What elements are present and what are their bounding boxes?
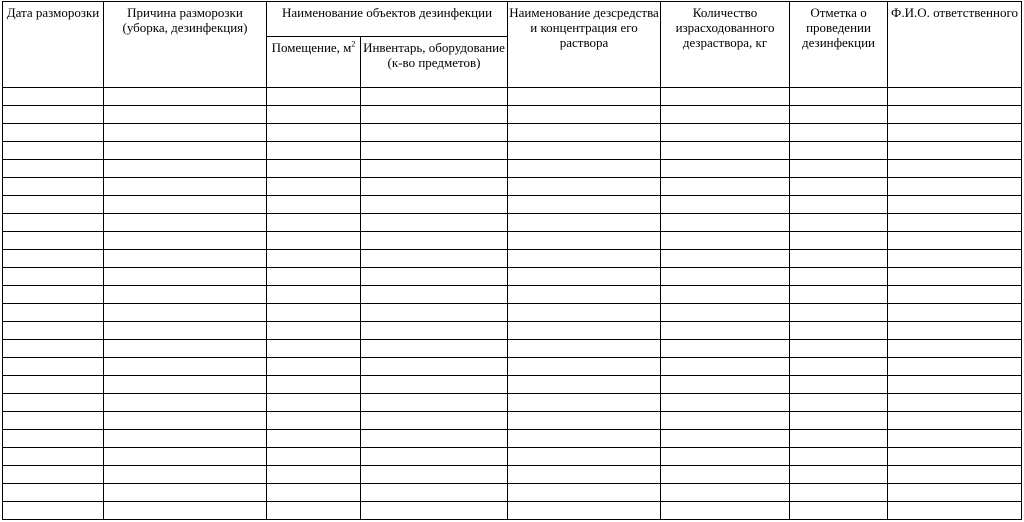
table-cell[interactable]: [267, 286, 361, 304]
table-cell[interactable]: [361, 106, 508, 124]
table-cell[interactable]: [267, 394, 361, 412]
table-cell[interactable]: [790, 268, 888, 286]
table-cell[interactable]: [790, 160, 888, 178]
table-cell[interactable]: [661, 232, 790, 250]
table-cell[interactable]: [888, 286, 1022, 304]
table-cell[interactable]: [790, 394, 888, 412]
table-cell[interactable]: [790, 88, 888, 106]
table-cell[interactable]: [3, 286, 104, 304]
table-row: [3, 322, 1022, 340]
table-cell[interactable]: [104, 142, 267, 160]
table-row: [3, 394, 1022, 412]
table-cell[interactable]: [508, 286, 661, 304]
table-cell[interactable]: [3, 178, 104, 196]
table-cell[interactable]: [790, 466, 888, 484]
table-cell[interactable]: [361, 142, 508, 160]
table-cell[interactable]: [267, 376, 361, 394]
table-cell[interactable]: [508, 124, 661, 142]
table-cell[interactable]: [661, 340, 790, 358]
table-cell[interactable]: [790, 376, 888, 394]
table-cell[interactable]: [361, 160, 508, 178]
table-cell[interactable]: [661, 358, 790, 376]
defrost-disinfection-log-table: [2, 1, 1022, 520]
table-cell[interactable]: [661, 196, 790, 214]
table-cell[interactable]: [3, 124, 104, 142]
table-cell[interactable]: [267, 232, 361, 250]
table-cell[interactable]: [3, 142, 104, 160]
table-cell[interactable]: [508, 448, 661, 466]
table-cell[interactable]: [661, 106, 790, 124]
table-cell[interactable]: [3, 466, 104, 484]
table-cell[interactable]: [361, 466, 508, 484]
table-cell[interactable]: [3, 484, 104, 502]
table-cell[interactable]: [267, 214, 361, 232]
table-cell[interactable]: [661, 214, 790, 232]
table-cell[interactable]: [888, 304, 1022, 322]
table-cell[interactable]: [790, 430, 888, 448]
table-cell[interactable]: [267, 484, 361, 502]
table-cell[interactable]: [661, 376, 790, 394]
table-cell[interactable]: [661, 484, 790, 502]
header-disinfectant: Наименование дезсредства и концентрация его раствора: [508, 2, 661, 88]
table-row: [3, 214, 1022, 232]
header-objects: Наименование объектов дезинфекции: [267, 2, 508, 37]
table-cell[interactable]: [508, 88, 661, 106]
table-cell[interactable]: [508, 142, 661, 160]
table-cell[interactable]: [790, 250, 888, 268]
table-cell[interactable]: [361, 250, 508, 268]
table-cell[interactable]: [104, 340, 267, 358]
table-cell[interactable]: [3, 214, 104, 232]
table-cell[interactable]: [508, 250, 661, 268]
table-cell[interactable]: [508, 484, 661, 502]
table-cell[interactable]: [361, 214, 508, 232]
table-cell[interactable]: [790, 178, 888, 196]
table-cell[interactable]: [508, 304, 661, 322]
table-cell[interactable]: [267, 430, 361, 448]
table-cell[interactable]: [3, 430, 104, 448]
table-cell[interactable]: [267, 178, 361, 196]
table-cell[interactable]: [3, 88, 104, 106]
table-cell[interactable]: [267, 466, 361, 484]
table-cell[interactable]: [361, 412, 508, 430]
table-cell[interactable]: [104, 466, 267, 484]
table-cell[interactable]: [888, 466, 1022, 484]
table-cell[interactable]: [104, 250, 267, 268]
table-cell[interactable]: [3, 160, 104, 178]
table-cell[interactable]: [361, 178, 508, 196]
table-cell[interactable]: [888, 502, 1022, 520]
table-cell[interactable]: [267, 340, 361, 358]
table-cell[interactable]: [361, 376, 508, 394]
table-cell[interactable]: [104, 286, 267, 304]
header-inventory: Инвентарь, оборудование (к-во предметов): [361, 37, 508, 88]
table-cell[interactable]: [888, 412, 1022, 430]
table-row: [3, 286, 1022, 304]
table-cell[interactable]: [790, 412, 888, 430]
table-cell[interactable]: [104, 430, 267, 448]
table-cell[interactable]: [790, 358, 888, 376]
table-cell[interactable]: [267, 268, 361, 286]
header-room: [267, 37, 361, 88]
table-row: [3, 232, 1022, 250]
table-cell[interactable]: [104, 160, 267, 178]
table-cell[interactable]: [661, 322, 790, 340]
table-cell[interactable]: [361, 484, 508, 502]
table-cell[interactable]: [508, 178, 661, 196]
table-cell[interactable]: [661, 160, 790, 178]
table-row: [3, 178, 1022, 196]
table-row: [3, 268, 1022, 286]
table-cell[interactable]: [3, 412, 104, 430]
log-body: [3, 88, 1022, 520]
table-cell[interactable]: [508, 466, 661, 484]
header-date: Дата разморозки: [3, 2, 104, 88]
table-cell[interactable]: [790, 196, 888, 214]
table-cell[interactable]: [361, 502, 508, 520]
table-cell[interactable]: [267, 250, 361, 268]
table-cell[interactable]: [888, 142, 1022, 160]
table-cell[interactable]: [361, 322, 508, 340]
table-cell[interactable]: [3, 268, 104, 286]
table-row: [3, 142, 1022, 160]
table-cell[interactable]: [104, 448, 267, 466]
table-cell[interactable]: [361, 232, 508, 250]
table-row: [3, 502, 1022, 520]
table-cell[interactable]: [3, 358, 104, 376]
table-row: [3, 358, 1022, 376]
header-disinfection-mark: Отметка о проведении дезинфекции: [790, 2, 888, 88]
table-cell[interactable]: [3, 502, 104, 520]
table-cell[interactable]: [508, 196, 661, 214]
table-cell[interactable]: [661, 268, 790, 286]
table-cell[interactable]: [661, 286, 790, 304]
table-cell[interactable]: [508, 394, 661, 412]
table-cell[interactable]: [661, 124, 790, 142]
table-cell[interactable]: [3, 322, 104, 340]
table-cell[interactable]: [888, 322, 1022, 340]
table-cell[interactable]: [3, 250, 104, 268]
table-cell[interactable]: [3, 106, 104, 124]
table-cell[interactable]: [104, 178, 267, 196]
table-cell[interactable]: [508, 502, 661, 520]
table-cell[interactable]: [790, 124, 888, 142]
table-cell[interactable]: [3, 340, 104, 358]
table-row: [3, 304, 1022, 322]
table-row: [3, 340, 1022, 358]
table-cell[interactable]: [790, 142, 888, 160]
table-cell[interactable]: [661, 304, 790, 322]
table-cell[interactable]: [661, 88, 790, 106]
table-cell[interactable]: [790, 322, 888, 340]
table-cell[interactable]: [508, 430, 661, 448]
table-cell[interactable]: [508, 268, 661, 286]
table-cell[interactable]: [508, 214, 661, 232]
table-cell[interactable]: [888, 106, 1022, 124]
table-cell[interactable]: [888, 394, 1022, 412]
table-cell[interactable]: [888, 232, 1022, 250]
table-cell[interactable]: [361, 304, 508, 322]
table-row: [3, 448, 1022, 466]
table-cell[interactable]: [3, 394, 104, 412]
table-cell[interactable]: [3, 448, 104, 466]
table-cell[interactable]: [104, 214, 267, 232]
table-cell[interactable]: [508, 358, 661, 376]
table-cell[interactable]: [508, 412, 661, 430]
table-cell[interactable]: [267, 160, 361, 178]
table-cell[interactable]: [267, 196, 361, 214]
table-cell[interactable]: [361, 88, 508, 106]
table-row: [3, 196, 1022, 214]
table-row: [3, 376, 1022, 394]
table-cell[interactable]: [104, 502, 267, 520]
table-cell[interactable]: [790, 502, 888, 520]
table-cell[interactable]: [888, 250, 1022, 268]
table-cell[interactable]: [888, 88, 1022, 106]
table-cell[interactable]: [104, 358, 267, 376]
table-cell[interactable]: [661, 142, 790, 160]
table-cell[interactable]: [267, 142, 361, 160]
table-cell[interactable]: [508, 340, 661, 358]
table-cell[interactable]: [508, 322, 661, 340]
table-cell[interactable]: [267, 412, 361, 430]
table-cell[interactable]: [790, 484, 888, 502]
table-cell[interactable]: [104, 376, 267, 394]
table-cell[interactable]: [888, 484, 1022, 502]
table-cell[interactable]: [508, 232, 661, 250]
table-cell[interactable]: [267, 358, 361, 376]
table-row: [3, 88, 1022, 106]
table-cell[interactable]: [790, 214, 888, 232]
table-cell[interactable]: [3, 376, 104, 394]
table-row: [3, 484, 1022, 502]
table-cell[interactable]: [267, 502, 361, 520]
table-cell[interactable]: [888, 340, 1022, 358]
table-cell[interactable]: [267, 124, 361, 142]
table-cell[interactable]: [267, 322, 361, 340]
table-cell[interactable]: [104, 412, 267, 430]
header-room-superscript: 2: [351, 39, 356, 49]
table-cell[interactable]: [790, 286, 888, 304]
table-row: [3, 412, 1022, 430]
table-cell[interactable]: [888, 358, 1022, 376]
table-cell[interactable]: [3, 196, 104, 214]
table-cell[interactable]: [361, 430, 508, 448]
table-cell[interactable]: [661, 448, 790, 466]
table-cell[interactable]: [104, 322, 267, 340]
table-cell[interactable]: [888, 376, 1022, 394]
table-row: [3, 466, 1022, 484]
table-cell[interactable]: [661, 178, 790, 196]
table-cell[interactable]: [104, 484, 267, 502]
table-cell[interactable]: [267, 88, 361, 106]
table-cell[interactable]: [790, 232, 888, 250]
table-cell[interactable]: [661, 412, 790, 430]
table-row: [3, 124, 1022, 142]
table-row: [3, 106, 1022, 124]
table-cell[interactable]: [888, 430, 1022, 448]
table-cell[interactable]: [888, 214, 1022, 232]
table-row: [3, 250, 1022, 268]
header-room-label: Помещение, м: [271, 40, 352, 55]
table-cell[interactable]: [661, 466, 790, 484]
table-cell[interactable]: [361, 358, 508, 376]
table-cell[interactable]: [888, 268, 1022, 286]
table-cell[interactable]: [267, 304, 361, 322]
table-cell[interactable]: [361, 448, 508, 466]
table-cell[interactable]: [790, 304, 888, 322]
table-cell[interactable]: [104, 394, 267, 412]
table-cell[interactable]: [3, 232, 104, 250]
table-cell[interactable]: [104, 124, 267, 142]
table-cell[interactable]: [104, 232, 267, 250]
table-cell[interactable]: [888, 160, 1022, 178]
table-cell[interactable]: [361, 124, 508, 142]
table-cell[interactable]: [661, 430, 790, 448]
table-cell[interactable]: [790, 448, 888, 466]
table-cell[interactable]: [361, 286, 508, 304]
table-cell[interactable]: [508, 160, 661, 178]
table-cell[interactable]: [661, 250, 790, 268]
table-cell[interactable]: [888, 196, 1022, 214]
table-cell[interactable]: [661, 502, 790, 520]
header-reason: Причина разморозки (уборка, дезинфекция): [104, 2, 267, 88]
table-cell[interactable]: [3, 304, 104, 322]
table-cell[interactable]: [661, 394, 790, 412]
table-cell[interactable]: [508, 376, 661, 394]
table-cell[interactable]: [104, 304, 267, 322]
table-cell[interactable]: [790, 106, 888, 124]
header-quantity: Количество израсходованного дезраствора, кг: [661, 2, 790, 88]
header-responsible: Ф.И.О. ответственного: [888, 2, 1022, 88]
table-row: [3, 160, 1022, 178]
table-cell[interactable]: [104, 106, 267, 124]
table-cell[interactable]: [790, 340, 888, 358]
table-cell[interactable]: [508, 106, 661, 124]
table-cell[interactable]: [104, 88, 267, 106]
table-cell[interactable]: [361, 268, 508, 286]
table-cell[interactable]: [361, 340, 508, 358]
table-cell[interactable]: [267, 106, 361, 124]
table-cell[interactable]: [888, 448, 1022, 466]
table-cell[interactable]: [104, 196, 267, 214]
table-cell[interactable]: [888, 178, 1022, 196]
table-cell[interactable]: [267, 448, 361, 466]
table-cell[interactable]: [361, 196, 508, 214]
table-cell[interactable]: [361, 394, 508, 412]
table-cell[interactable]: [104, 268, 267, 286]
table-cell[interactable]: [888, 124, 1022, 142]
table-row: [3, 430, 1022, 448]
